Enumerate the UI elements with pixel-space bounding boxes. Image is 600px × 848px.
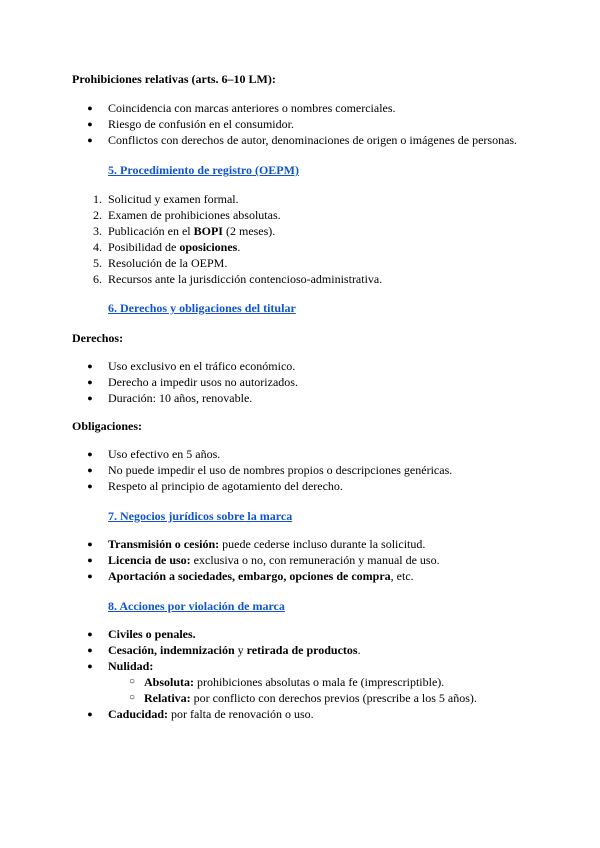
list-number: 6.: [93, 272, 102, 286]
bullet-icon: ●: [87, 645, 93, 655]
list-number: 1.: [93, 192, 102, 206]
list-item: Derecho a impedir usos no autorizados.: [108, 375, 298, 389]
list-item: Transmisión o cesión: puede cederse incluso durante la solicitud.: [108, 537, 426, 551]
section-heading-7[interactable]: 7. Negocios jurídicos sobre la marca: [108, 509, 293, 523]
list-item: Aportación a sociedades, embargo, opciones de compra, etc.: [108, 569, 414, 583]
list-item: Uso efectivo en 5 años.: [108, 447, 221, 461]
sub-list-item: Absoluta: prohibiciones absolutas o mala fe (imprescriptible).: [144, 675, 445, 689]
list-item: Coincidencia con marcas anteriores o nombres comerciales.: [108, 101, 396, 115]
sub-bullet-icon: ○: [128, 692, 136, 703]
bullet-icon: ●: [87, 465, 93, 475]
obligaciones-label: Obligaciones:: [72, 419, 143, 433]
bullet-icon: ●: [87, 709, 93, 719]
list-number: 5.: [93, 256, 102, 270]
section-heading-5[interactable]: 5. Procedimiento de registro (OEPM): [108, 163, 299, 177]
section-heading-6[interactable]: 6. Derechos y obligaciones del titular: [108, 301, 296, 315]
sub-list-item: Relativa: por conflicto con derechos previos (prescribe a los 5 años).: [144, 691, 477, 705]
list-item: Conflictos con derechos de autor, denominaciones de origen o imágenes de personas.: [108, 133, 518, 147]
list-item: Posibilidad de oposiciones.: [108, 240, 241, 254]
list-item: Resolución de la OEPM.: [108, 256, 228, 270]
bullet-icon: ●: [87, 661, 93, 671]
list-item: Civiles o penales.: [108, 627, 196, 641]
bullet-icon: ●: [87, 555, 93, 565]
list-item: Examen de prohibiciones absolutas.: [108, 208, 281, 222]
list-item: Duración: 10 años, renovable.: [108, 391, 253, 405]
derechos-label: Derechos:: [72, 331, 124, 345]
bullet-icon: ●: [87, 119, 93, 129]
list-item: Publicación en el BOPI (2 meses).: [108, 224, 276, 238]
bullet-icon: ●: [87, 571, 93, 581]
bullet-icon: ●: [87, 361, 93, 371]
list-item: Recursos ante la jurisdicción contencioso-administrativa.: [108, 272, 383, 286]
sub-bullet-icon: ○: [128, 676, 136, 687]
list-number: 2.: [93, 208, 102, 222]
list-item: No puede impedir el uso de nombres propios o descripciones genéricas.: [108, 463, 453, 477]
list-item: Uso exclusivo en el tráfico económico.: [108, 359, 296, 373]
bullet-icon: ●: [87, 393, 93, 403]
list-item: Licencia de uso: exclusiva o no, con remuneración y manual de uso.: [108, 553, 440, 567]
list-number: 4.: [93, 240, 102, 254]
bullet-icon: ●: [87, 449, 93, 459]
bullet-icon: ●: [87, 377, 93, 387]
bullet-icon: ●: [87, 539, 93, 549]
list-item: Nulidad:: [108, 659, 154, 673]
bullet-icon: ●: [87, 135, 93, 145]
section-heading-8[interactable]: 8. Acciones por violación de marca: [108, 599, 285, 613]
section-subtitle-relativas: Prohibiciones relativas (arts. 6–10 LM):: [72, 72, 276, 86]
bullet-icon: ●: [87, 103, 93, 113]
list-item: Caducidad: por falta de renovación o uso.: [108, 707, 314, 721]
bullet-icon: ●: [87, 481, 93, 491]
list-item: Cesación, indemnización y retirada de productos.: [108, 643, 361, 657]
bullet-icon: ●: [87, 629, 93, 639]
list-item: Riesgo de confusión en el consumidor.: [108, 117, 294, 131]
list-number: 3.: [93, 224, 102, 238]
list-item: Solicitud y examen formal.: [108, 192, 239, 206]
list-item: Respeto al principio de agotamiento del derecho.: [108, 479, 343, 493]
